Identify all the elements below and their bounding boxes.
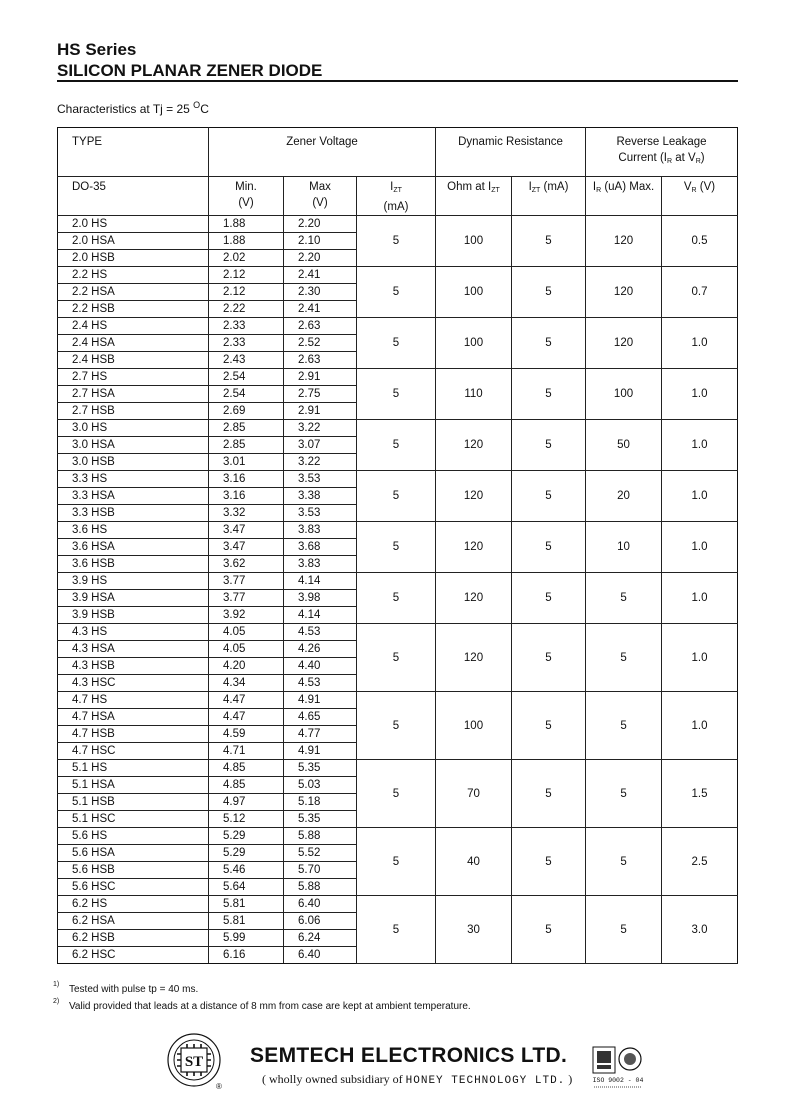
- izt-ma-cell: 5: [512, 896, 586, 964]
- table-row: [58, 420, 738, 437]
- min-voltage-cell: 5.29: [209, 828, 284, 845]
- min-voltage-cell: 4.47: [209, 692, 284, 709]
- type-cell: 5.1 HS: [58, 760, 209, 777]
- min-voltage-cell: 3.16: [209, 488, 284, 505]
- min-voltage-cell: 5.12: [209, 811, 284, 828]
- min-voltage-cell: 4.34: [209, 675, 284, 692]
- type-cell: 2.2 HS: [58, 267, 209, 284]
- max-voltage-cell: 3.83: [284, 556, 357, 573]
- type-cell: 5.6 HSA: [58, 845, 209, 862]
- min-voltage-cell: 3.32: [209, 505, 284, 522]
- type-cell: 4.7 HSB: [58, 726, 209, 743]
- table-row: [58, 318, 738, 335]
- max-voltage-cell: 2.10: [284, 233, 357, 250]
- min-voltage-cell: 2.12: [209, 267, 284, 284]
- izt-cell: 5: [357, 522, 436, 573]
- min-voltage-cell: 4.59: [209, 726, 284, 743]
- izt-ma-cell: 5: [512, 216, 586, 267]
- max-voltage-header: Max (V): [284, 177, 357, 216]
- ohm-cell: 100: [436, 692, 512, 760]
- vr-cell: 2.5: [662, 828, 738, 896]
- ir-cell: 20: [586, 471, 662, 522]
- ohm-cell: 120: [436, 624, 512, 692]
- vr-cell: 1.5: [662, 760, 738, 828]
- footnote-mark: 2): [53, 998, 60, 1005]
- min-voltage-cell: 3.77: [209, 573, 284, 590]
- type-cell: 3.0 HSB: [58, 454, 209, 471]
- max-voltage-cell: 5.18: [284, 794, 357, 811]
- min-voltage-cell: 3.77: [209, 590, 284, 607]
- min-voltage-cell: 3.92: [209, 607, 284, 624]
- ir-cell: 5: [586, 624, 662, 692]
- max-voltage-cell: 6.40: [284, 896, 357, 913]
- type-cell: 4.3 HSA: [58, 641, 209, 658]
- max-voltage-cell: 2.41: [284, 267, 357, 284]
- type-cell: 5.6 HSB: [58, 862, 209, 879]
- ir-cell: 120: [586, 267, 662, 318]
- min-voltage-cell: 2.22: [209, 301, 284, 318]
- min-voltage-cell: 2.85: [209, 437, 284, 454]
- ohm-cell: 100: [436, 267, 512, 318]
- min-voltage-cell: 4.05: [209, 641, 284, 658]
- type-cell: 2.2 HSB: [58, 301, 209, 318]
- max-voltage-cell: 5.52: [284, 845, 357, 862]
- min-voltage-cell: 3.16: [209, 471, 284, 488]
- type-cell: 3.6 HSA: [58, 539, 209, 556]
- max-voltage-cell: 2.75: [284, 386, 357, 403]
- type-cell: 6.2 HSC: [58, 947, 209, 964]
- zener-voltage-header: Zener Voltage: [209, 128, 436, 177]
- min-voltage-cell: 1.88: [209, 233, 284, 250]
- izt-ma-cell: 5: [512, 624, 586, 692]
- type-cell: 5.1 HSA: [58, 777, 209, 794]
- type-cell: 2.7 HSB: [58, 403, 209, 420]
- izt-cell: 5: [357, 471, 436, 522]
- characteristics-body: [58, 216, 738, 964]
- izt-ma-cell: 5: [512, 318, 586, 369]
- max-voltage-cell: 6.24: [284, 930, 357, 947]
- vr-cell: 0.5: [662, 216, 738, 267]
- min-voltage-cell: 2.12: [209, 284, 284, 301]
- vr-cell: 1.0: [662, 420, 738, 471]
- vr-cell: 1.0: [662, 318, 738, 369]
- type-cell: 2.0 HSA: [58, 233, 209, 250]
- test-conditions: [57, 100, 209, 116]
- ohm-cell: 110: [436, 369, 512, 420]
- iso-certification-icon: [592, 1046, 644, 1090]
- max-voltage-cell: 3.68: [284, 539, 357, 556]
- izt-cell: 5: [357, 573, 436, 624]
- izt-ma-cell: 5: [512, 522, 586, 573]
- izt-cell: 5: [357, 369, 436, 420]
- max-voltage-cell: 4.53: [284, 675, 357, 692]
- max-voltage-cell: 4.77: [284, 726, 357, 743]
- cert-text: ISO 9002 - 04: [592, 1077, 644, 1084]
- max-voltage-cell: 2.20: [284, 216, 357, 233]
- izt-ma-cell: 5: [512, 420, 586, 471]
- min-voltage-cell: 2.43: [209, 352, 284, 369]
- series-name: HS Series: [57, 40, 137, 59]
- vr-cell: 3.0: [662, 896, 738, 964]
- izt-cell: 5: [357, 624, 436, 692]
- table-row: [58, 624, 738, 641]
- title-rule: [57, 80, 738, 82]
- min-voltage-cell: 2.02: [209, 250, 284, 267]
- min-voltage-cell: 3.62: [209, 556, 284, 573]
- max-voltage-cell: 2.20: [284, 250, 357, 267]
- ir-cell: 5: [586, 896, 662, 964]
- footnote-mark: 1): [53, 981, 60, 988]
- type-cell: 4.3 HSC: [58, 675, 209, 692]
- vr-cell: 1.0: [662, 369, 738, 420]
- max-voltage-cell: 4.26: [284, 641, 357, 658]
- semtech-logo: [166, 1033, 224, 1091]
- type-cell: 2.2 HSA: [58, 284, 209, 301]
- max-voltage-cell: 4.14: [284, 607, 357, 624]
- type-cell: 2.4 HSB: [58, 352, 209, 369]
- type-cell: 4.7 HSA: [58, 709, 209, 726]
- izt-ma-cell: 5: [512, 760, 586, 828]
- table-row: [58, 760, 738, 777]
- table-row: [58, 216, 738, 233]
- ir-cell: 5: [586, 692, 662, 760]
- izt-cell: 5: [357, 692, 436, 760]
- footnote-text: Valid provided that leads at a distance of 8 mm from case are kept at ambient temperature.: [69, 1001, 471, 1012]
- max-voltage-cell: 2.91: [284, 369, 357, 386]
- vr-cell: 1.0: [662, 692, 738, 760]
- ohm-cell: 100: [436, 216, 512, 267]
- vr-cell: 1.0: [662, 471, 738, 522]
- min-voltage-cell: 4.20: [209, 658, 284, 675]
- max-voltage-cell: 2.41: [284, 301, 357, 318]
- min-voltage-cell: 2.33: [209, 335, 284, 352]
- ir-cell: 5: [586, 760, 662, 828]
- ir-cell: 120: [586, 318, 662, 369]
- table-row: [58, 369, 738, 386]
- max-voltage-cell: 2.30: [284, 284, 357, 301]
- ohm-cell: 120: [436, 471, 512, 522]
- izt-ma-cell: 5: [512, 369, 586, 420]
- max-voltage-cell: 2.63: [284, 352, 357, 369]
- min-voltage-header: Min. (V): [209, 177, 284, 216]
- type-cell: 5.1 HSB: [58, 794, 209, 811]
- page-title: SILICON PLANAR ZENER DIODE: [57, 61, 323, 80]
- table-row: [58, 573, 738, 590]
- type-cell: 2.0 HSB: [58, 250, 209, 267]
- min-voltage-cell: 4.85: [209, 777, 284, 794]
- subsidiary-line: ( wholly owned subsidiary of HONEY TECHNOLOGY LTD. ): [262, 1072, 573, 1087]
- min-voltage-cell: 4.05: [209, 624, 284, 641]
- min-voltage-cell: 5.64: [209, 879, 284, 896]
- izt-ma-cell: 5: [512, 267, 586, 318]
- type-cell: 4.3 HS: [58, 624, 209, 641]
- izt-cell: 5: [357, 318, 436, 369]
- type-cell: 3.9 HS: [58, 573, 209, 590]
- type-cell: 3.9 HSB: [58, 607, 209, 624]
- min-voltage-cell: 4.97: [209, 794, 284, 811]
- logo-letters: ST: [184, 1054, 204, 1070]
- max-voltage-cell: 4.53: [284, 624, 357, 641]
- type-cell: 4.7 HS: [58, 692, 209, 709]
- max-voltage-cell: 6.06: [284, 913, 357, 930]
- vr-cell: 1.0: [662, 522, 738, 573]
- reverse-leakage-header: [586, 128, 738, 177]
- characteristics-table: [57, 127, 738, 964]
- type-cell: 2.7 HSA: [58, 386, 209, 403]
- ohm-header: Ohm at $I_{ZT}$: [436, 177, 512, 216]
- type-cell: 2.7 HS: [58, 369, 209, 386]
- type-cell: 4.3 HSB: [58, 658, 209, 675]
- ohm-cell: 120: [436, 573, 512, 624]
- max-voltage-cell: 4.91: [284, 692, 357, 709]
- type-cell: 2.4 HS: [58, 318, 209, 335]
- table-row: [58, 692, 738, 709]
- min-voltage-cell: 6.16: [209, 947, 284, 964]
- table-row: [58, 896, 738, 913]
- type-cell: 2.0 HS: [58, 216, 209, 233]
- table-row: [58, 522, 738, 539]
- max-voltage-cell: 5.35: [284, 811, 357, 828]
- footnote-text: Tested with pulse tp = 40 ms.: [69, 984, 199, 995]
- package-header: DO-35: [58, 177, 209, 216]
- min-voltage-cell: 3.47: [209, 539, 284, 556]
- min-voltage-cell: 5.99: [209, 930, 284, 947]
- ir-cell: 120: [586, 216, 662, 267]
- izt-ma-cell: 5: [512, 692, 586, 760]
- izt-ma-header: $I_{ZT}$ (mA): [512, 177, 586, 216]
- type-cell: 2.4 HSA: [58, 335, 209, 352]
- type-cell: 3.3 HSA: [58, 488, 209, 505]
- max-voltage-cell: 4.65: [284, 709, 357, 726]
- min-voltage-cell: 2.54: [209, 369, 284, 386]
- min-voltage-cell: 4.71: [209, 743, 284, 760]
- max-voltage-cell: 5.70: [284, 862, 357, 879]
- ohm-cell: 120: [436, 522, 512, 573]
- min-voltage-cell: 5.81: [209, 913, 284, 930]
- type-cell: 3.3 HSB: [58, 505, 209, 522]
- max-voltage-cell: 3.07: [284, 437, 357, 454]
- type-cell: 3.3 HS: [58, 471, 209, 488]
- min-voltage-cell: 5.29: [209, 845, 284, 862]
- type-cell: 5.1 HSC: [58, 811, 209, 828]
- max-voltage-cell: 3.53: [284, 505, 357, 522]
- reverse-leakage-label: Reverse Leakage: [616, 136, 707, 148]
- max-voltage-cell: 3.83: [284, 522, 357, 539]
- izt-cell: 5: [357, 420, 436, 471]
- reverse-leakage-label-2: Current ($I_R$ at $V_R$): [618, 152, 705, 165]
- min-voltage-cell: 4.85: [209, 760, 284, 777]
- max-voltage-cell: 5.35: [284, 760, 357, 777]
- vr-cell: 1.0: [662, 624, 738, 692]
- izt-cell: 5: [357, 216, 436, 267]
- ohm-cell: 30: [436, 896, 512, 964]
- min-voltage-cell: 4.47: [209, 709, 284, 726]
- max-voltage-cell: 3.38: [284, 488, 357, 505]
- type-cell: 3.0 HS: [58, 420, 209, 437]
- min-voltage-cell: 5.81: [209, 896, 284, 913]
- max-voltage-cell: 3.22: [284, 454, 357, 471]
- ir-cell: 5: [586, 828, 662, 896]
- izt-cell: 5: [357, 267, 436, 318]
- table-row: [58, 267, 738, 284]
- max-voltage-cell: 2.91: [284, 403, 357, 420]
- type-cell: 6.2 HSA: [58, 913, 209, 930]
- table-row: [58, 471, 738, 488]
- min-voltage-cell: 2.85: [209, 420, 284, 437]
- max-voltage-cell: 2.63: [284, 318, 357, 335]
- conditions-unit: C: [200, 102, 209, 116]
- ohm-cell: 40: [436, 828, 512, 896]
- min-voltage-cell: 2.54: [209, 386, 284, 403]
- max-voltage-cell: 6.40: [284, 947, 357, 964]
- ir-cell: 100: [586, 369, 662, 420]
- dynamic-resistance-header: Dynamic Resistance: [436, 128, 586, 177]
- type-cell: 3.9 HSA: [58, 590, 209, 607]
- max-voltage-cell: 2.52: [284, 335, 357, 352]
- min-voltage-cell: 3.47: [209, 522, 284, 539]
- ir-header: $I_R$ (uA) Max.: [586, 177, 662, 216]
- vr-cell: 0.7: [662, 267, 738, 318]
- ohm-cell: 100: [436, 318, 512, 369]
- min-voltage-cell: 3.01: [209, 454, 284, 471]
- degree-mark: O: [193, 100, 201, 110]
- izt-cell: 5: [357, 828, 436, 896]
- type-cell: 6.2 HSB: [58, 930, 209, 947]
- izt-ma-cell: 5: [512, 471, 586, 522]
- ir-cell: 5: [586, 573, 662, 624]
- max-voltage-cell: 4.91: [284, 743, 357, 760]
- min-voltage-cell: 2.33: [209, 318, 284, 335]
- ir-cell: 10: [586, 522, 662, 573]
- izt-header: $I_{ZT}$ (mA): [357, 177, 436, 216]
- ohm-cell: 70: [436, 760, 512, 828]
- max-voltage-cell: 3.53: [284, 471, 357, 488]
- max-voltage-cell: 5.88: [284, 879, 357, 896]
- type-cell: 6.2 HS: [58, 896, 209, 913]
- ir-cell: 50: [586, 420, 662, 471]
- izt-ma-cell: 5: [512, 573, 586, 624]
- type-cell: 3.6 HSB: [58, 556, 209, 573]
- max-voltage-cell: 4.14: [284, 573, 357, 590]
- vr-cell: 1.0: [662, 573, 738, 624]
- max-voltage-cell: 3.22: [284, 420, 357, 437]
- type-cell: 3.0 HSA: [58, 437, 209, 454]
- max-voltage-cell: 4.40: [284, 658, 357, 675]
- vr-header: $V_R$ (V): [662, 177, 738, 216]
- max-voltage-cell: 3.98: [284, 590, 357, 607]
- max-voltage-cell: 5.88: [284, 828, 357, 845]
- izt-cell: 5: [357, 896, 436, 964]
- company-name: SEMTECH ELECTRONICS LTD.: [250, 1044, 568, 1067]
- max-voltage-cell: 5.03: [284, 777, 357, 794]
- type-cell: 5.6 HS: [58, 828, 209, 845]
- izt-cell: 5: [357, 760, 436, 828]
- min-voltage-cell: 1.88: [209, 216, 284, 233]
- conditions-text: Characteristics at Tj = 25: [57, 102, 194, 116]
- table-row: [58, 828, 738, 845]
- registered-mark: ®: [216, 1082, 222, 1091]
- min-voltage-cell: 2.69: [209, 403, 284, 420]
- type-cell: 5.6 HSC: [58, 879, 209, 896]
- ohm-cell: 120: [436, 420, 512, 471]
- type-cell: 4.7 HSC: [58, 743, 209, 760]
- min-voltage-cell: 5.46: [209, 862, 284, 879]
- izt-ma-cell: 5: [512, 828, 586, 896]
- type-header: TYPE: [58, 128, 209, 177]
- type-cell: 3.6 HS: [58, 522, 209, 539]
